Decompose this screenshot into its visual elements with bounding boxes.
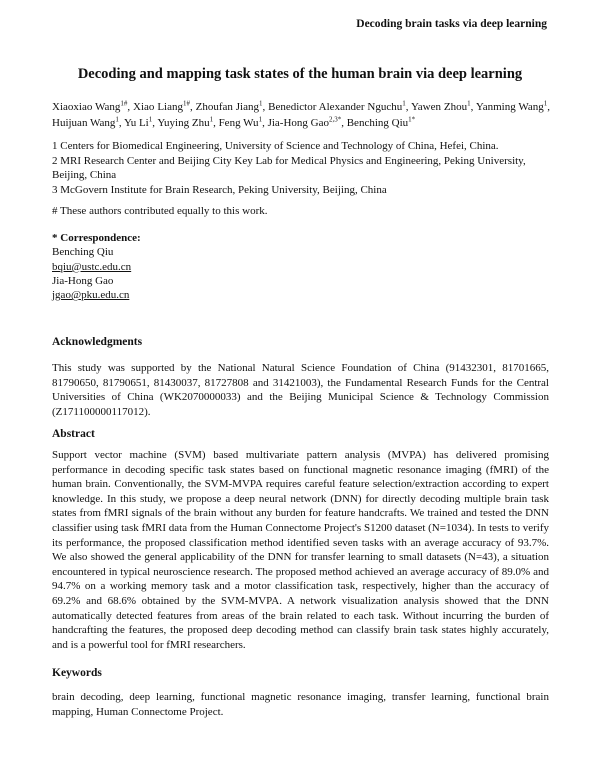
author-name: Huijuan Wang [52, 116, 116, 129]
abstract-heading: Abstract [52, 428, 95, 440]
author-name: Benedictor Alexander Nguchu [268, 101, 403, 113]
correspondence-block [52, 231, 141, 302]
author-sup: 1* [408, 114, 416, 123]
running-header: Decoding brain tasks via deep learning [356, 18, 547, 30]
affiliation-2: 2 MRI Research Center and Beijing City Key Lab for Medical Physics and Engineering, Peking University, Beijing, China [52, 154, 526, 181]
author-sup: 1 [402, 99, 406, 108]
affiliation-3: 3 McGovern Institute for Brain Research, Peking University, Beijing, China [52, 183, 387, 196]
author-name: Yu Li [123, 116, 149, 129]
affiliations [52, 139, 550, 197]
author-sup: 1 [115, 114, 119, 123]
author-sup: 1# [182, 99, 190, 108]
abstract-text: Support vector machine (SVM) based multivariate pattern analysis (MVPA) has delivered promising performance in decoding specific task states based on functional magnetic resonance imaging (fMRI) of the human brain. Conventionally, the SVM-MVPA requires careful feature selection/extraction according to expert knowledge. In this study, we propose a deep neural network (DNN) for directly decoding multiple brain task states from fMRI signals of the brain without any burden for feature handcrafts. We trained and tested the DNN classifier using task fMRI data from the Human Connectome Project's S1200 dataset (N=1034). In tests to verify its performance, the proposed classification method identified seven tasks with an average accuracy of 93.7%. We also showed the general applicability of the DNN for transfer learning to small datasets (N=43), a situation encountered in typical neuroscience research. The proposed method achieved an average accuracy of 89.0% and 94.7% on a working memory task and a motor classification task, respectively, higher than the accuracy of 69.2% and 68.6% obtained by the SVM-MVPA. A network visualization analysis showed that the DNN automatically detected features from areas of the brain related to each task. Without incurring the burden of handcrafting the features, the proposed deep decoding method can classify brain task states highly accurately, and is a powerful tool for fMRI researchers. [52, 449, 549, 651]
keywords-text: brain decoding, deep learning, functional magnetic resonance imaging, transfer learning, functional brain mapping, Human Connectome Project. [52, 691, 549, 718]
author-sup: 1# [120, 99, 128, 108]
author-list: Xiaoxiao Wang$^{1\#}$, Xiao Liang$^{1\#}$, Zhoufan Jiang$^1$, Benedictor Alexander Nguchu$^1$, Yawen Zhou$^1$, Yanming Wang$^1$, Huijuan Wang$^1$, Yu Li$^1$, Yuying Zhu$^1$, Feng Wu$^1$, Jia-Hong Gao$^{2,3*}$, Benching Qiu$^{1*}$ [52, 99, 551, 129]
author-sup: 1 [543, 99, 548, 108]
author-sup: 1 [467, 99, 471, 108]
author-name: Benching Qiu [346, 116, 409, 129]
author-name: Yanming Wang [475, 101, 544, 113]
author-sup: 1 [209, 114, 214, 123]
author-name: Yawen Zhou [410, 101, 468, 113]
author-sup: 1 [258, 114, 263, 123]
paper-title: Decoding and mapping task states of the human brain via deep learning [77, 66, 523, 82]
author-name: Xiaoxiao Wang [52, 101, 121, 113]
author-name: Yuying Zhu [157, 116, 210, 129]
correspondence-heading: * Correspondence: [52, 232, 141, 244]
equal-contribution-note: # These authors contributed equally to this work. [52, 205, 268, 217]
email-link-2[interactable]: jgao@pku.edu.cn [52, 289, 130, 302]
email-link-1[interactable]: bqiu@ustc.edu.cn [52, 260, 132, 273]
author-sup: 1 [148, 114, 153, 123]
correspondence-name-1: Benching Qiu [52, 246, 114, 259]
acknowledgments-heading: Acknowledgments [52, 336, 143, 348]
author-sup: 2,3* [328, 114, 342, 123]
acknowledgments-text: This study was supported by the National Natural Science Foundation of China (91432301, 81701665, 81790650, 81790651, 81430037, 81727808 and 31421003), the Fundamental Research Funds for the Central Universities of China (WK2070000033) and the Beijing Municipal Science & Technology Commission (Z171100000117012). [52, 362, 549, 418]
author-name: Jia-Hong Gao [267, 116, 329, 129]
author-name: Zhoufan Jiang [195, 101, 259, 113]
affiliation-1: 1 Centers for Biomedical Engineering, University of Science and Technology of China, Hefei, China. [52, 140, 499, 152]
author-name: Feng Wu [218, 116, 259, 129]
author-name: Xiao Liang [133, 101, 183, 113]
keywords-heading: Keywords [52, 667, 102, 679]
correspondence-name-2: Jia-Hong Gao [52, 274, 114, 287]
author-sup: 1 [259, 99, 263, 108]
